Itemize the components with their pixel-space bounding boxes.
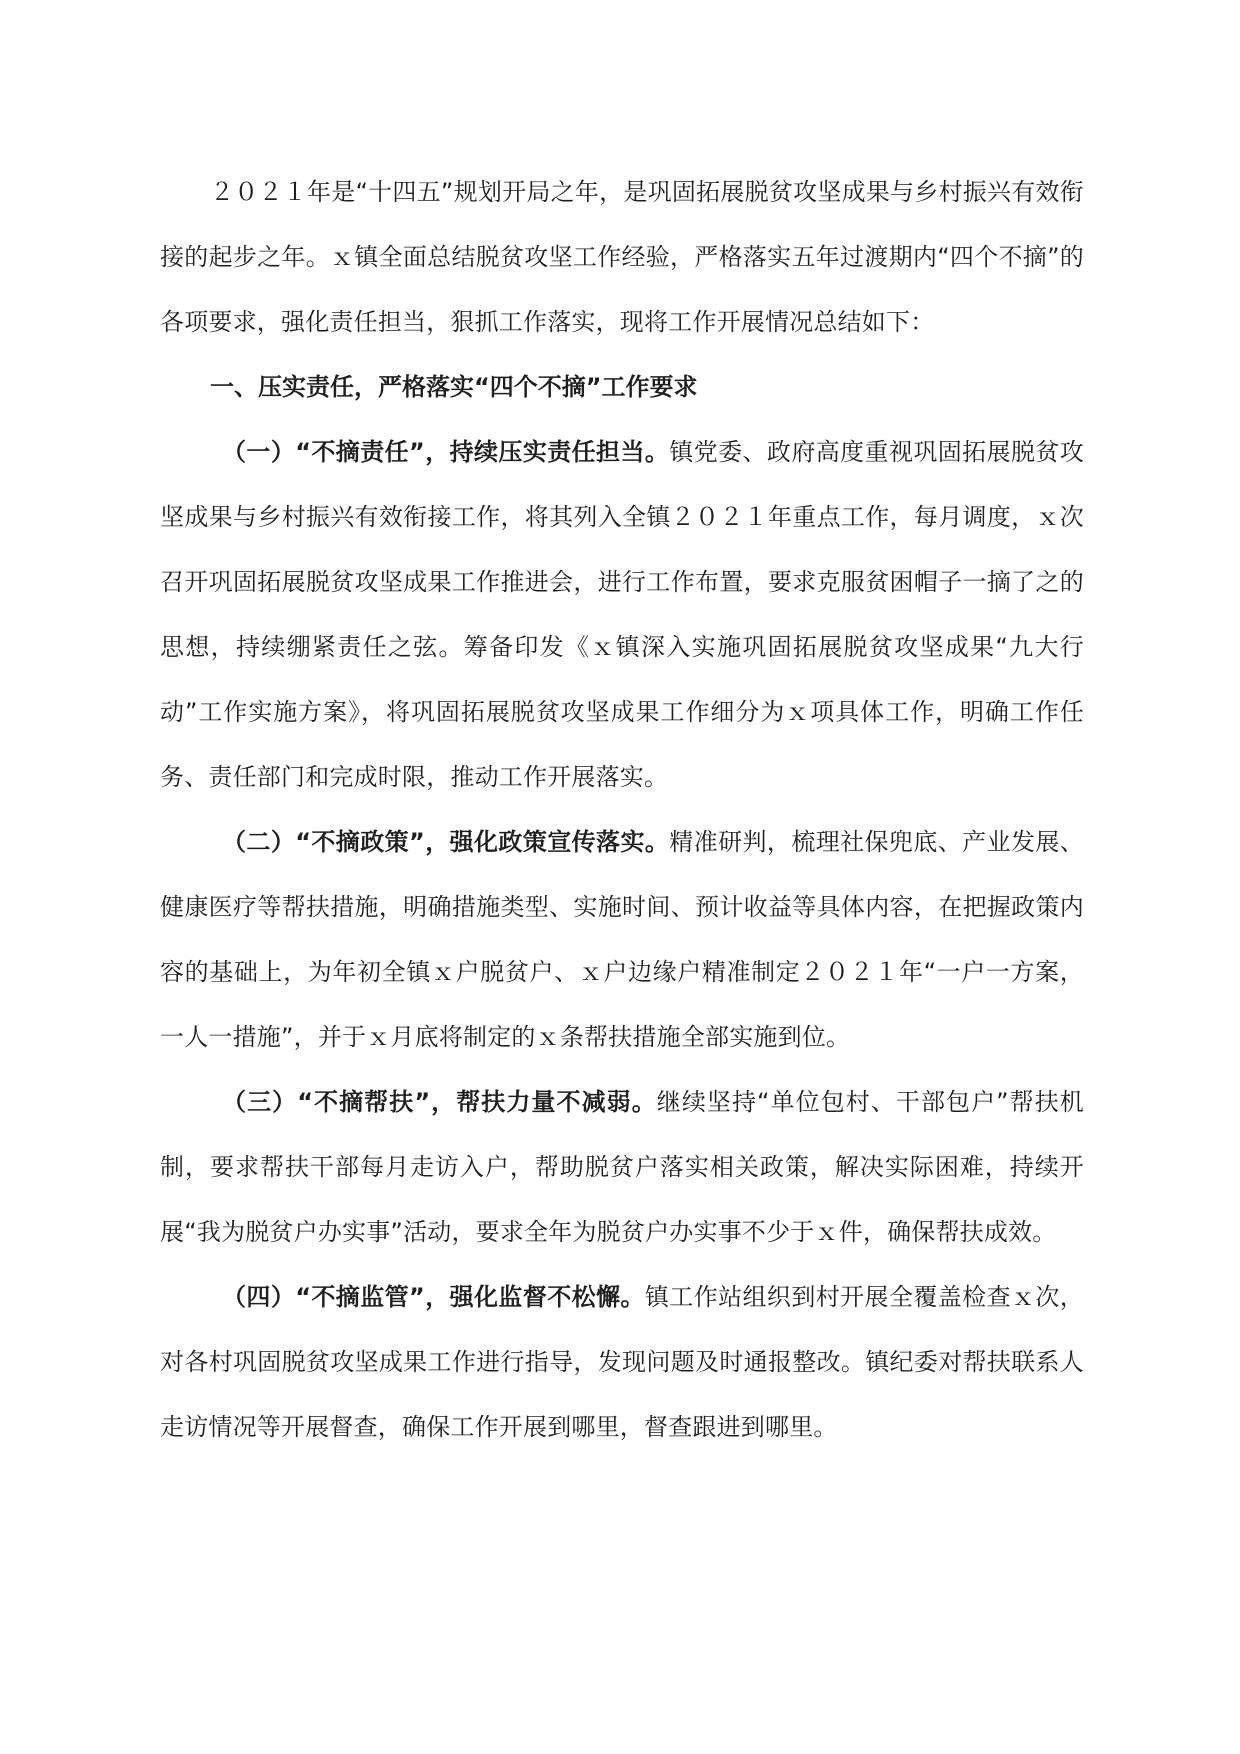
item-paragraph-1 — [160, 420, 1084, 810]
item-body-3: 继续坚持“单位包村、干部包户”帮扶机制，要求帮扶干部每月走访入户，帮助脱贫户落实相关政策，解决实际困难，持续开展“我为脱贫户办实事”活动，要求全年为脱贫户办实事不少于ｘ件，确保帮扶成效。 — [160, 1088, 1085, 1246]
intro-paragraph: ２０２１年是“十四五”规划开局之年，是巩固拓展脱贫攻坚成果与乡村振兴有效衔接的起步之年。ｘ镇全面总结脱贫攻坚工作经验，严格落实五年过渡期内“四个不摘”的各项要求，强化责任担当，狠抓工作落实，现将工作开展情况总结如下： — [160, 178, 1084, 336]
item-lead-2: （二）“不摘政策”，强化政策宣传落实。 — [222, 828, 670, 856]
item-lead-3: （三）“不摘帮扶”，帮扶力量不减弱。 — [222, 1088, 657, 1116]
item-paragraph-4 — [160, 1265, 1084, 1460]
document-body — [160, 160, 1084, 1460]
item-body-2: 精准研判，梳理社保兜底、产业发展、健康医疗等帮扶措施，明确措施类型、实施时间、预计收益等具体内容，在把握政策内容的基础上，为年初全镇ｘ户脱贫户、ｘ户边缘户精准制定２０２１年“一户一方案，一人一措施”，并于ｘ月底将制定的ｘ条帮扶措施全部实施到位。 — [160, 828, 1084, 1051]
section-heading: 一、压实责任，严格落实“四个不摘”工作要求 — [210, 373, 698, 401]
item-paragraph-3 — [160, 1070, 1084, 1265]
item-lead-4: （四）“不摘监管”，强化监督不松懈。 — [222, 1283, 645, 1311]
item-lead-1: （一）“不摘责任”，持续压实责任担当。 — [222, 438, 670, 466]
item-body-1: 镇党委、政府高度重视巩固拓展脱贫攻坚成果与乡村振兴有效衔接工作，将其列入全镇２０２１年重点工作，每月调度，ｘ次召开巩固拓展脱贫攻坚成果工作推进会，进行工作布置，要求克服贫困帽子一摘了之的思想，持续绷紧责任之弦。筹备印发《ｘ镇深入实施巩固拓展脱贫攻坚成果“九大行动”工作实施方案》，将巩固拓展脱贫攻坚成果工作细分为ｘ项具体工作，明确工作任务、责任部门和完成时限，推动工作开展落实。 — [160, 438, 1084, 791]
item-body-4: 镇工作站组织到村开展全覆盖检查ｘ次，对各村巩固脱贫攻坚成果工作进行指导，发现问题及时通报整改。镇纪委对帮扶联系人走访情况等开展督查，确保工作开展到哪里，督查跟进到哪里。 — [160, 1283, 1084, 1441]
item-paragraph-2 — [160, 810, 1084, 1070]
